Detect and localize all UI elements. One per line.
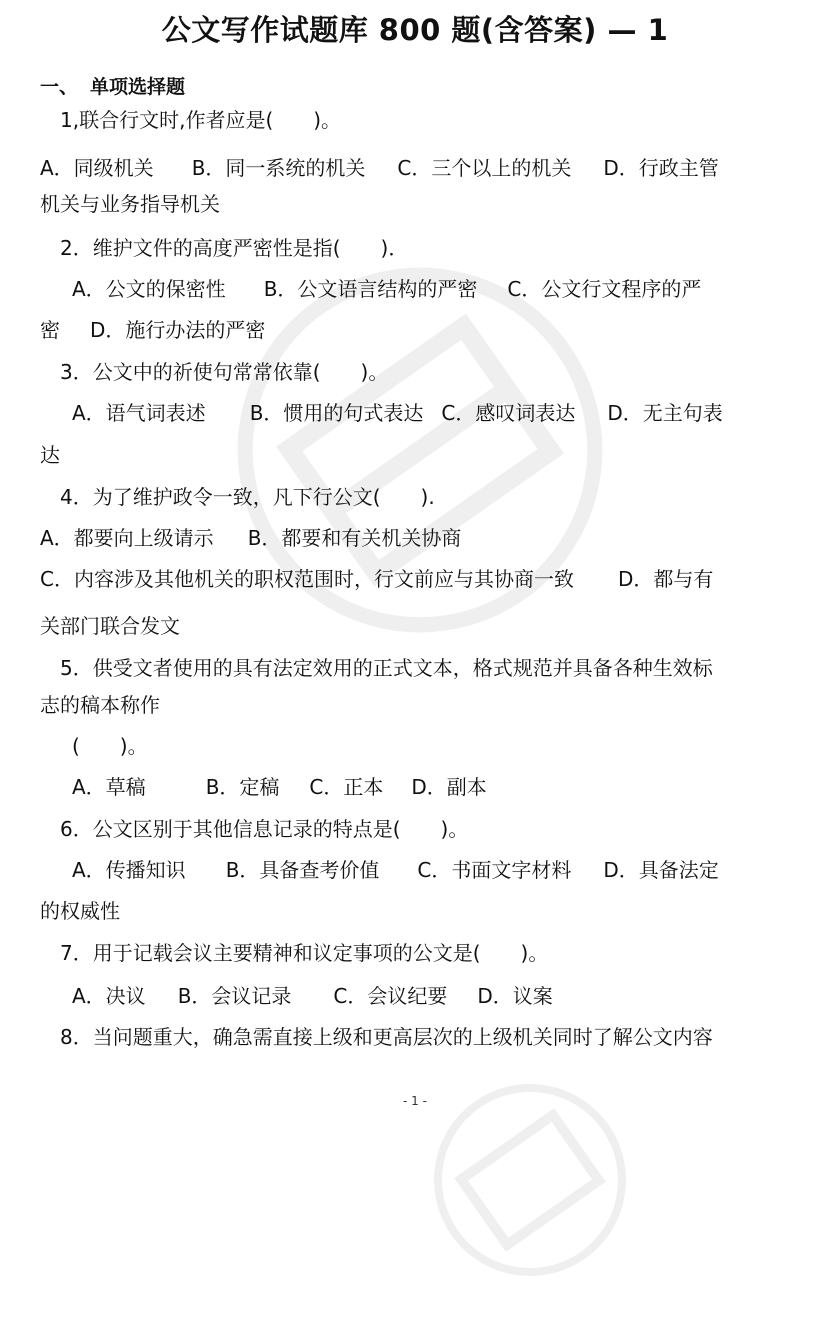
section-number: 一、	[40, 76, 79, 98]
document-title: 公文写作试题库 800 题(含答案) — 1	[161, 13, 669, 47]
q7-option-d: D．议案	[477, 984, 553, 1008]
q6-option-d-continued: 的权威性	[40, 899, 120, 923]
question-1-options	[40, 152, 719, 181]
watermark-logo-bottom	[391, 1041, 670, 1319]
q6-option-b: B．具备查考价值	[225, 858, 380, 882]
section-heading	[40, 72, 185, 99]
q7-option-c: C．会议纪要	[333, 984, 448, 1008]
question-2-options	[72, 273, 701, 302]
q2-option-d: D．施行办法的严密	[90, 318, 266, 342]
question-1-stem: 1,联合行文时,作者应是( )。	[60, 108, 342, 132]
q3-option-d: D．无主句表	[607, 401, 723, 425]
q5-option-d: D．副本	[411, 775, 487, 799]
watermark-logo	[155, 185, 684, 714]
q3-option-d-continued: 达	[40, 443, 60, 467]
q1-option-d-continued: 机关与业务指导机关	[40, 192, 220, 216]
page-number: - 1 -	[403, 1094, 427, 1108]
question-5-options	[72, 771, 487, 800]
question-3-options	[72, 397, 723, 426]
q2-option-a: A．公文的保密性	[72, 277, 226, 301]
q1-option-d: D．行政主管	[603, 156, 719, 180]
q1-option-c: C．三个以上的机关	[397, 156, 572, 180]
question-7-options	[72, 980, 553, 1009]
q3-option-c: C．感叹词表达	[441, 401, 576, 425]
section-label: 单项选择题	[90, 76, 186, 98]
q4-option-a: A．都要向上级请示	[40, 526, 214, 550]
q7-option-b: B．会议记录	[177, 984, 292, 1008]
question-7-stem: 7．用于记载会议主要精神和议定事项的公文是( )。	[60, 941, 549, 965]
q3-option-a: A．语气词表述	[72, 401, 206, 425]
question-6-stem: 6．公文区别于其他信息记录的特点是( )。	[60, 817, 469, 841]
question-6-options	[72, 854, 719, 883]
q6-option-c: C．书面文字材料	[417, 858, 572, 882]
q1-option-a: A．同级机关	[40, 156, 154, 180]
question-5-stem: 5．供受文者使用的具有法定效用的正式文本，格式规范并具备各种生效标	[60, 656, 713, 680]
question-2-stem: 2．维护文件的高度严密性是指( )．	[60, 236, 409, 260]
q2-option-b: B．公文语言结构的严密	[263, 277, 478, 301]
question-4-options-line2	[40, 563, 713, 592]
question-3-stem: 3．公文中的祈使句常常依靠( )。	[60, 360, 389, 384]
q5-option-a: A．草稿	[72, 775, 146, 799]
q2-option-c: C．公文行文程序的严	[507, 277, 702, 301]
q1-option-b: B．同一系统的机关	[191, 156, 366, 180]
q2-option-c-continued: 密	[40, 318, 60, 342]
q4-option-d-continued: 关部门联合发文	[40, 614, 180, 638]
question-2-options-line2	[40, 314, 265, 343]
q7-option-a: A．决议	[72, 984, 146, 1008]
q5-option-c: C．正本	[309, 775, 384, 799]
q4-option-c: C．内容涉及其他机关的职权范围时，行文前应与其协商一致	[40, 567, 574, 591]
question-4-options	[40, 522, 461, 551]
question-5-paren: ( )。	[72, 734, 148, 758]
question-5-stem-continued: 志的稿本称作	[40, 693, 160, 717]
q6-option-d: D．具备法定	[603, 858, 719, 882]
q3-option-b: B．惯用的句式表达	[249, 401, 424, 425]
q6-option-a: A．传播知识	[72, 858, 186, 882]
question-4-stem: 4．为了维护政令一致，凡下行公文( ).	[60, 485, 435, 509]
q4-option-b: B．都要和有关机关协商	[247, 526, 462, 550]
q4-option-d: D．都与有	[617, 567, 714, 591]
question-8-stem: 8．当问题重大，确急需直接上级和更高层次的上级机关同时了解公文内容	[60, 1025, 713, 1049]
q5-option-b: B．定稿	[205, 775, 280, 799]
